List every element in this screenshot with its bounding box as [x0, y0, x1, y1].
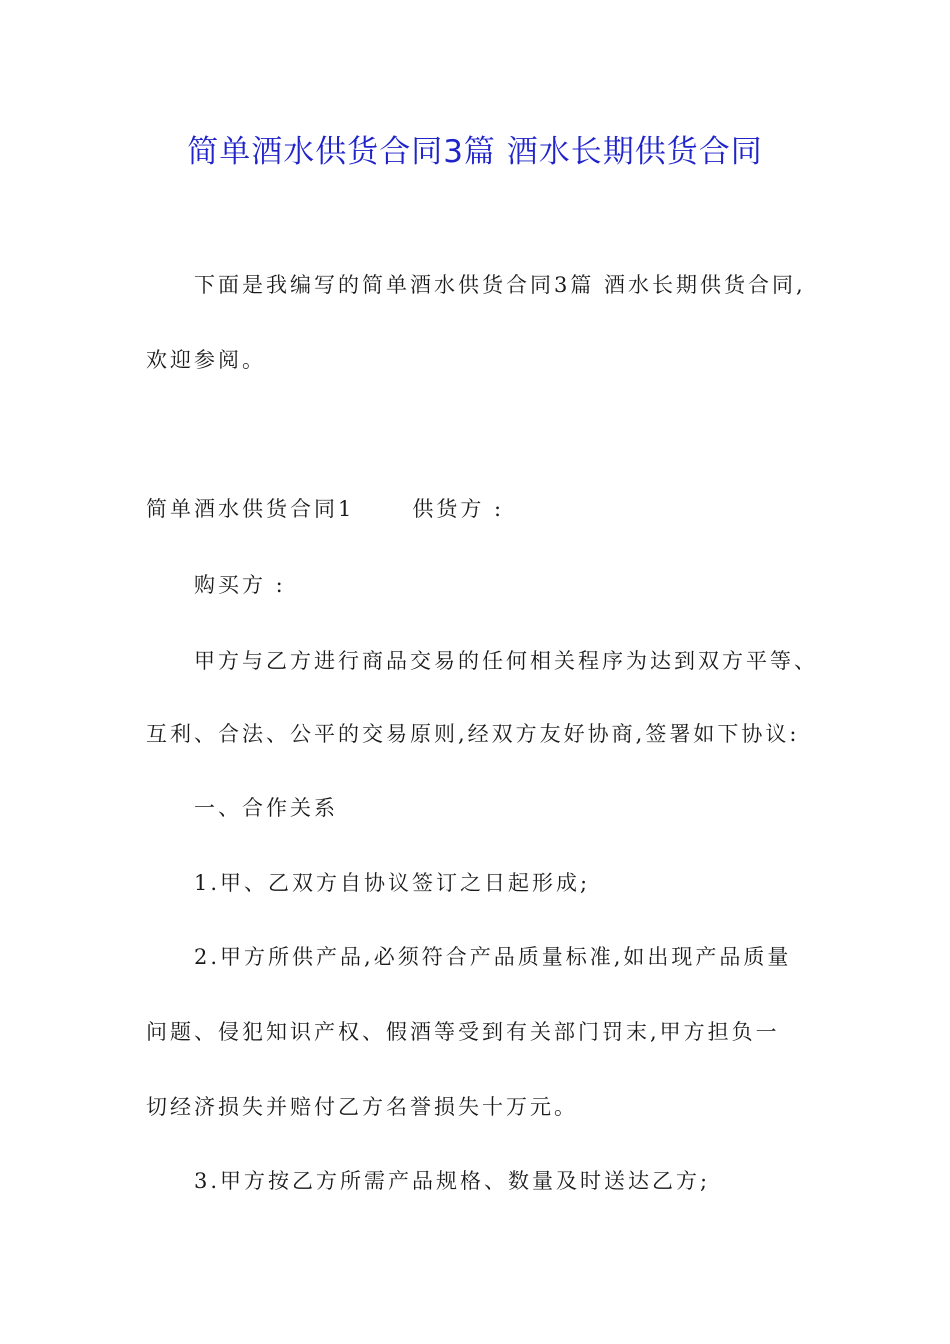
preamble-line-2: 互利、合法、公平的交易原则,经双方友好协商,签署如下协议:: [146, 722, 800, 746]
contract-heading-row: [146, 494, 504, 524]
document-title: 简单酒水供货合同3篇 酒水长期供货合同: [187, 134, 763, 170]
preamble-line-1: 甲方与乙方进行商品交易的任何相关程序为达到双方平等、: [194, 649, 818, 673]
buyer-label: 购买方 :: [194, 573, 286, 597]
intro-line-2: 欢迎参阅。: [146, 348, 266, 372]
intro-line-1: 下面是我编写的简单酒水供货合同3篇 酒水长期供货合同,: [194, 273, 806, 297]
clause-2-line-2: 问题、侵犯知识产权、假酒等受到有关部门罚末,甲方担负一: [146, 1020, 780, 1044]
clause-2-line-1: 2.甲方所供产品,必须符合产品质量标准,如出现产品质量: [194, 945, 792, 969]
clause-3: 3.甲方按乙方所需产品规格、数量及时送达乙方;: [194, 1169, 711, 1193]
supplier-label: 供货方 :: [412, 497, 505, 521]
clause-1: 1.甲、乙双方自协议签订之日起形成;: [194, 871, 591, 895]
clause-2-line-3: 切经济损失并赔付乙方名誉损失十万元。: [146, 1095, 578, 1119]
contract-heading: 简单酒水供货合同1: [146, 497, 355, 521]
section-title-cooperation: 一、合作关系: [194, 796, 338, 820]
